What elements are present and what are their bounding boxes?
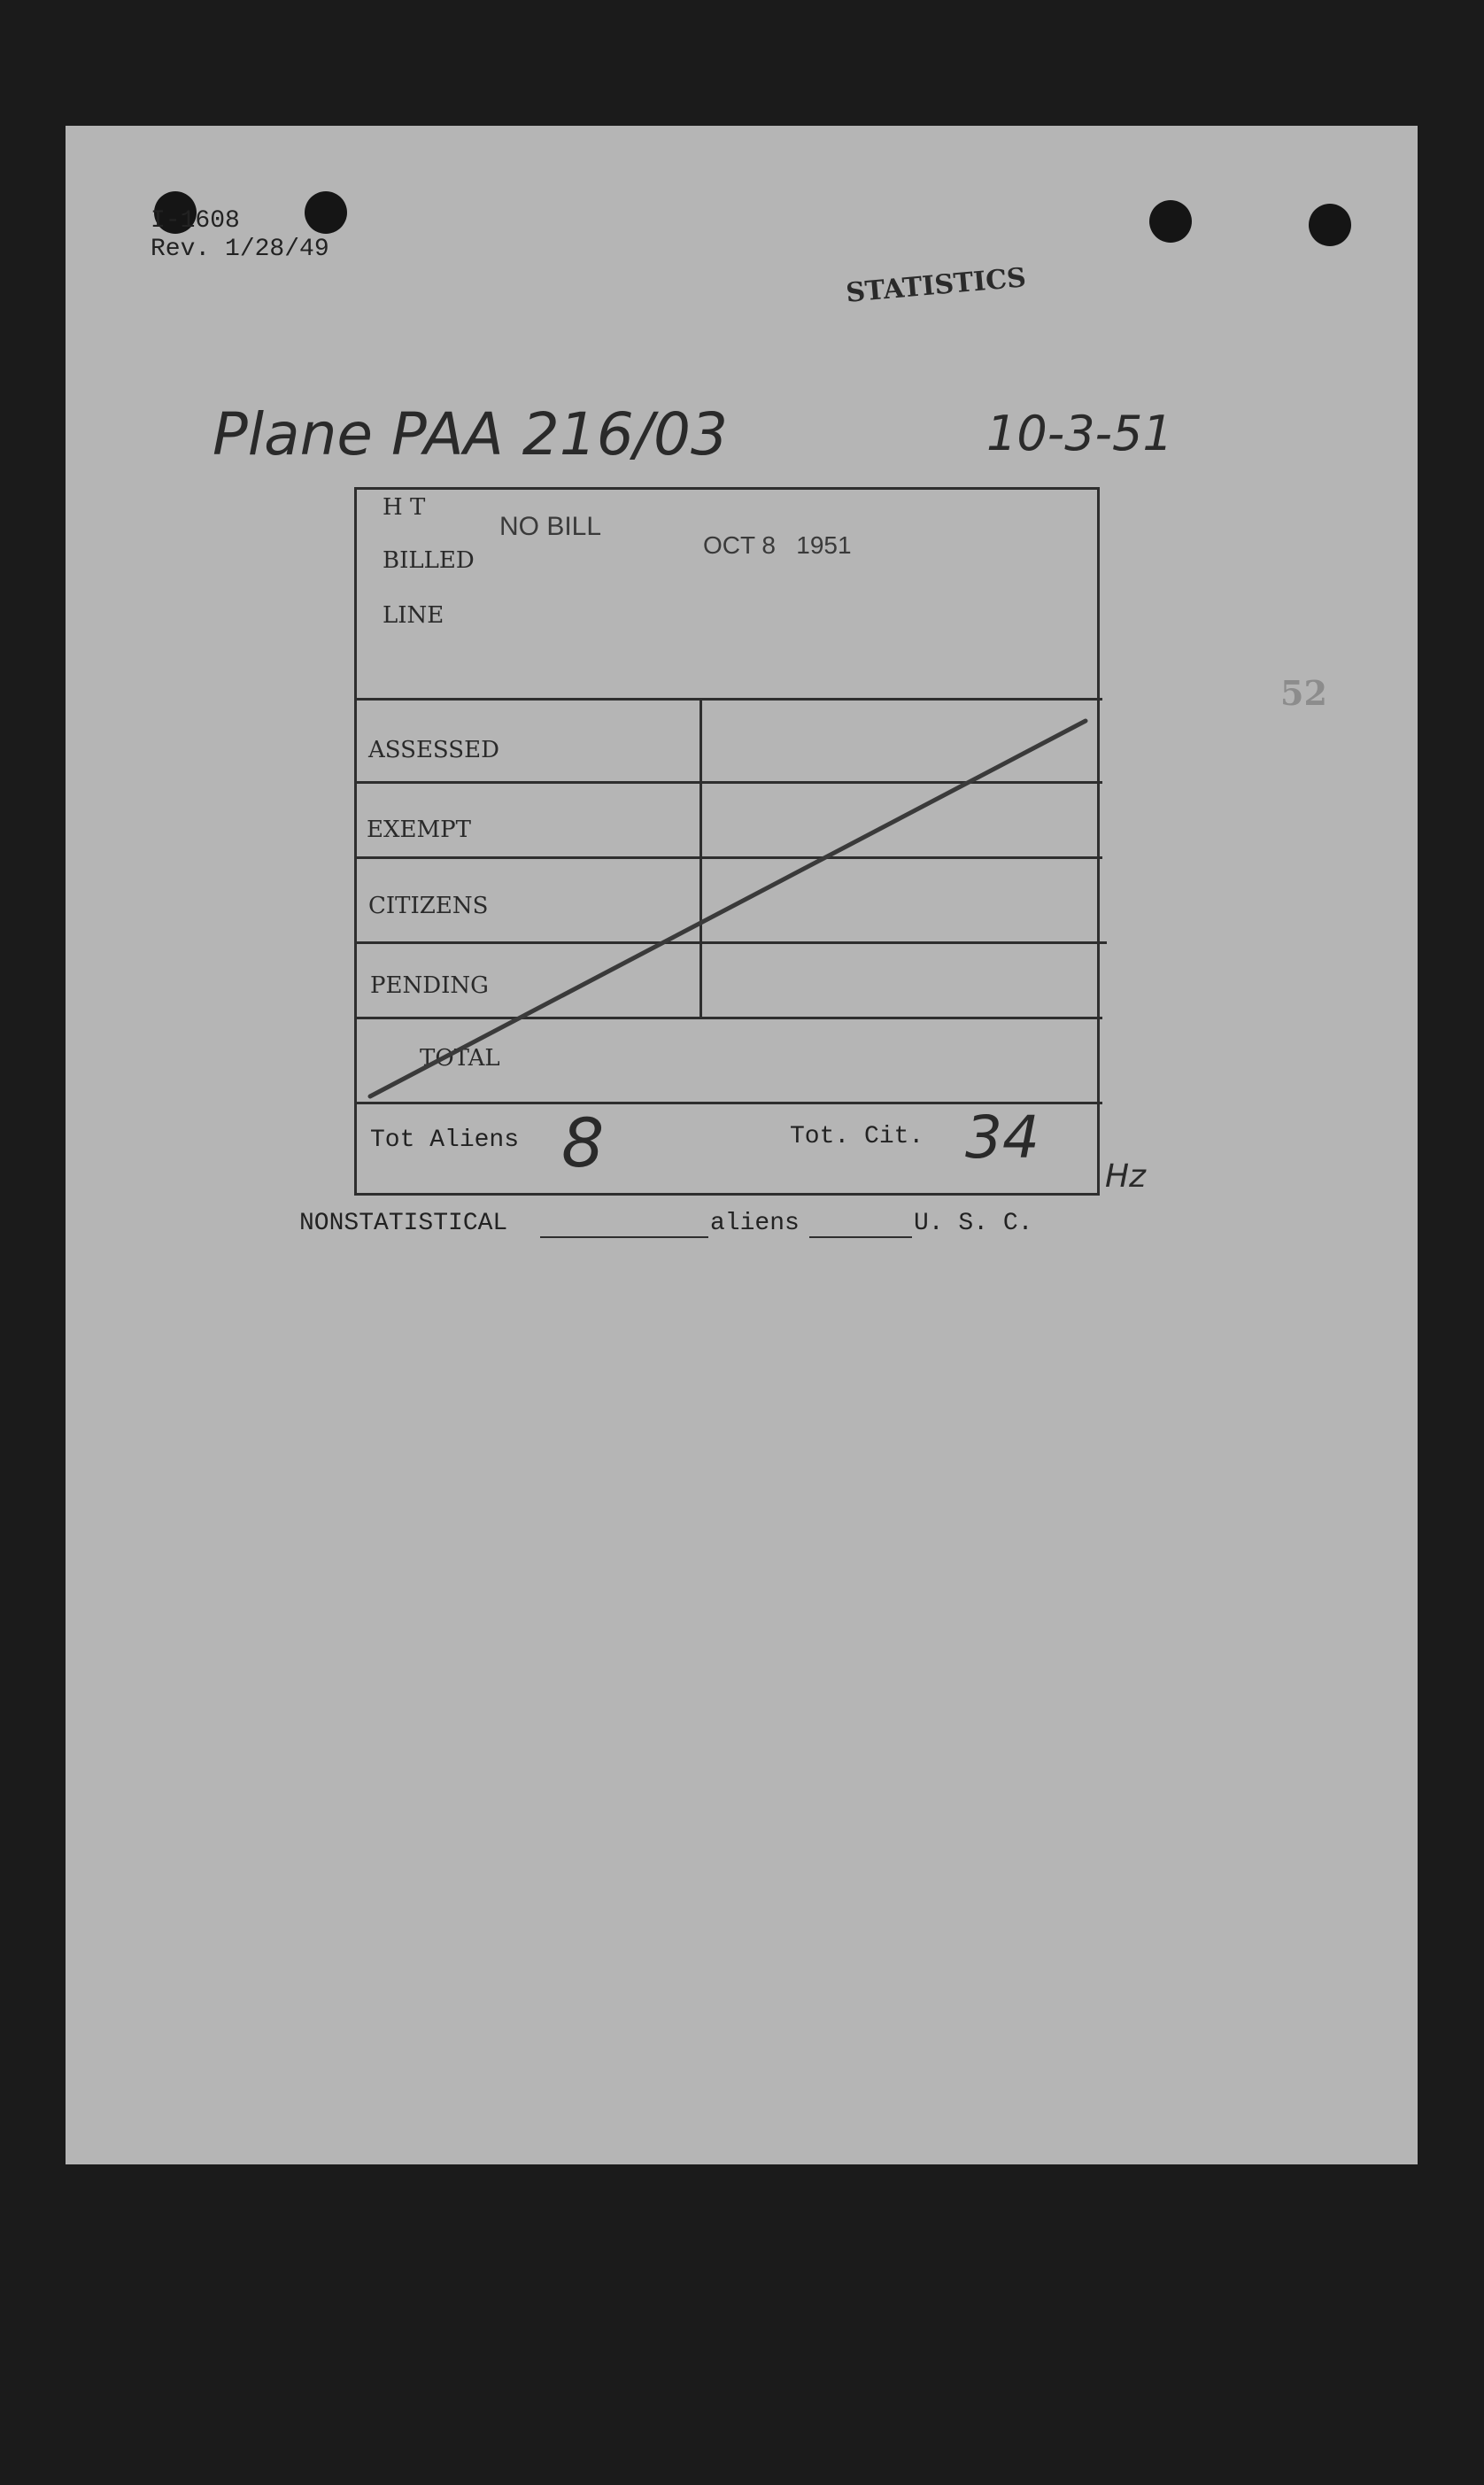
flight-handwritten: Plane PAA 216/03: [213, 400, 728, 468]
date-handwritten: 10-3-51: [986, 406, 1173, 461]
label-ht: H T: [383, 494, 426, 521]
tot-aliens-value: 8: [561, 1103, 605, 1182]
initials-handwritten: Hz: [1105, 1158, 1146, 1195]
aliens-blank: [809, 1236, 912, 1238]
label-billed: BILLED: [383, 547, 475, 574]
no-bill-stamp: NO BILL: [499, 512, 602, 541]
row-label-total: TOTAL: [420, 1045, 500, 1072]
tot-aliens-label: Tot Aliens: [370, 1126, 520, 1154]
row-label-assessed: ASSESSED: [368, 737, 499, 763]
row-label-citizens: CITIZENS: [368, 893, 489, 919]
row-label-pending: PENDING: [370, 972, 489, 999]
form-number: I-1608: [151, 207, 240, 235]
label-line: LINE: [383, 602, 444, 629]
tot-cit-value: 34: [965, 1103, 1040, 1172]
page-number: 52: [1280, 673, 1327, 713]
date-stamp: OCT 8 1951: [703, 531, 852, 559]
form-revision: Rev. 1/28/49: [151, 236, 329, 263]
row-label-exempt: EXEMPT: [367, 817, 471, 843]
nonstatistical-blank: [540, 1236, 708, 1238]
tot-cit-label: Tot. Cit.: [790, 1123, 924, 1150]
usc-label: U. S. C.: [914, 1210, 1033, 1237]
statistics-stamp: STATISTICS: [845, 262, 1028, 309]
nonstatistical-label: NONSTATISTICAL: [299, 1210, 508, 1237]
aliens-label: aliens: [710, 1210, 800, 1237]
